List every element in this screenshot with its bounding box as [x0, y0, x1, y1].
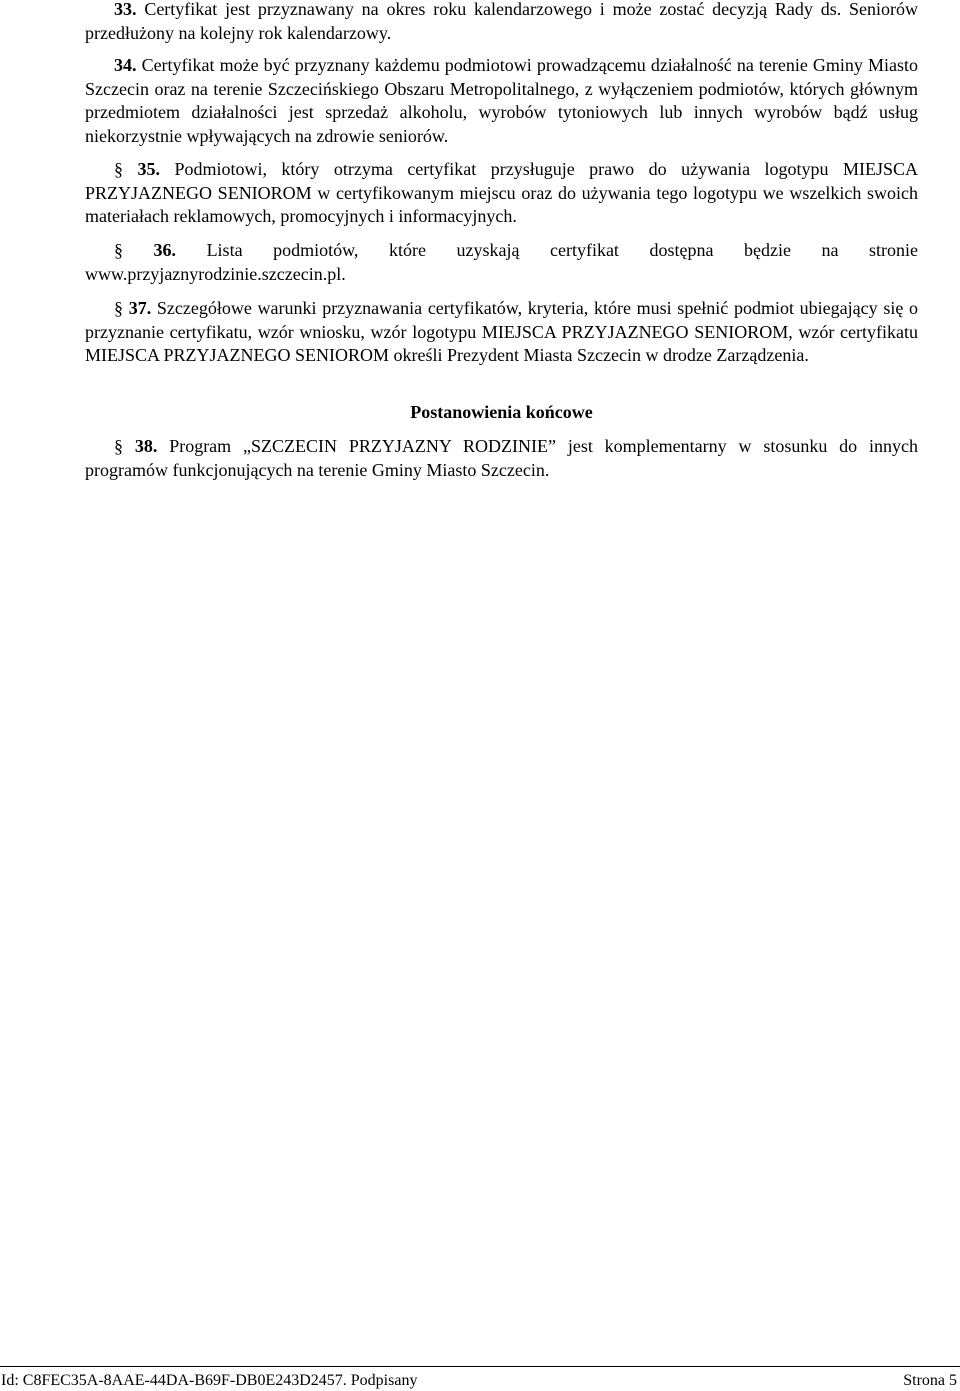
paragraph-number: 35.	[137, 159, 160, 179]
paragraph-text: Program „SZCZECIN PRZYJAZNY RODZINIE” jest komplementarny w stosunku do innych programów funkcjonujących na terenie Gminy Miasto Szczecin.	[85, 436, 918, 480]
section-sign: §	[114, 298, 123, 318]
footer-page-number: Strona 5	[903, 1372, 957, 1389]
paragraph-text: Certyfikat jest przyznawany na okres roku kalendarzowego i może zostać decyzją Rady ds. Seniorów przedłużony na kolejny rok kalendarzowy.	[85, 0, 918, 43]
section-sign: §	[114, 159, 123, 179]
paragraph-number: 36.	[153, 240, 177, 260]
paragraph-38	[85, 435, 918, 482]
paragraph-text: Szczegółowe warunki przyznawania certyfikatów, kryteria, które musi spełnić podmiot ubiegający się o przyznanie certyfikatu, wzór wniosku, wzór logotypu MIEJSCA PRZYJAZNEGO SENIOROM, wzór certyfikatu MIEJSCA PRZYJAZNEGO SENIOROM określi Prezydent Miasta Szczecin w drodze Zarządzenia.	[85, 298, 918, 366]
paragraph-35	[85, 158, 918, 229]
paragraph-number: 38.	[134, 436, 158, 456]
paragraph-text: Podmiotowi, który otrzyma certyfikat przysługuje prawo do używania logotypu MIEJSCA PRZYJAZNEGO SENIOROM w certyfikowanym miejscu oraz do używania tego logotypu we wszelkich swoich materiałach reklamowych, promocyjnych i informacyjnych.	[85, 159, 919, 227]
paragraph-34	[85, 54, 918, 148]
paragraph-text: Certyfikat może być przyznany każdemu podmiotowi prowadzącemu działalność na terenie Gminy Miasto Szczecin oraz na terenie Szczecińskiego Obszaru Metropolitalnego, z wyłączeniem podmiotów, których głównym przedmiotem działalności jest sprzedaż alkoholu, wyrobów tytoniowych lub innych wyrobów bądź usług niekorzystnie wpływających na zdrowie seniorów.	[85, 55, 918, 146]
paragraph-37	[85, 297, 918, 368]
section-sign: §	[114, 240, 123, 260]
paragraph-number: 33.	[114, 0, 137, 19]
section-heading: Postanowienia końcowe	[410, 402, 593, 422]
paragraph-33	[85, 0, 918, 45]
footer-divider	[0, 1366, 960, 1367]
paragraph-number: 34.	[114, 55, 137, 75]
paragraph-36	[85, 239, 918, 286]
paragraph-text: Lista podmiotów, które uzyskają certyfikat dostępna będzie na stronie www.przyjaznyrodzinie.szczecin.pl.	[85, 240, 918, 284]
paragraph-number: 37.	[128, 298, 152, 318]
section-sign: §	[114, 436, 123, 456]
footer-document-id: Id: C8FEC35A-8AAE-44DA-B69F-DB0E243D2457. Podpisany	[1, 1372, 418, 1389]
